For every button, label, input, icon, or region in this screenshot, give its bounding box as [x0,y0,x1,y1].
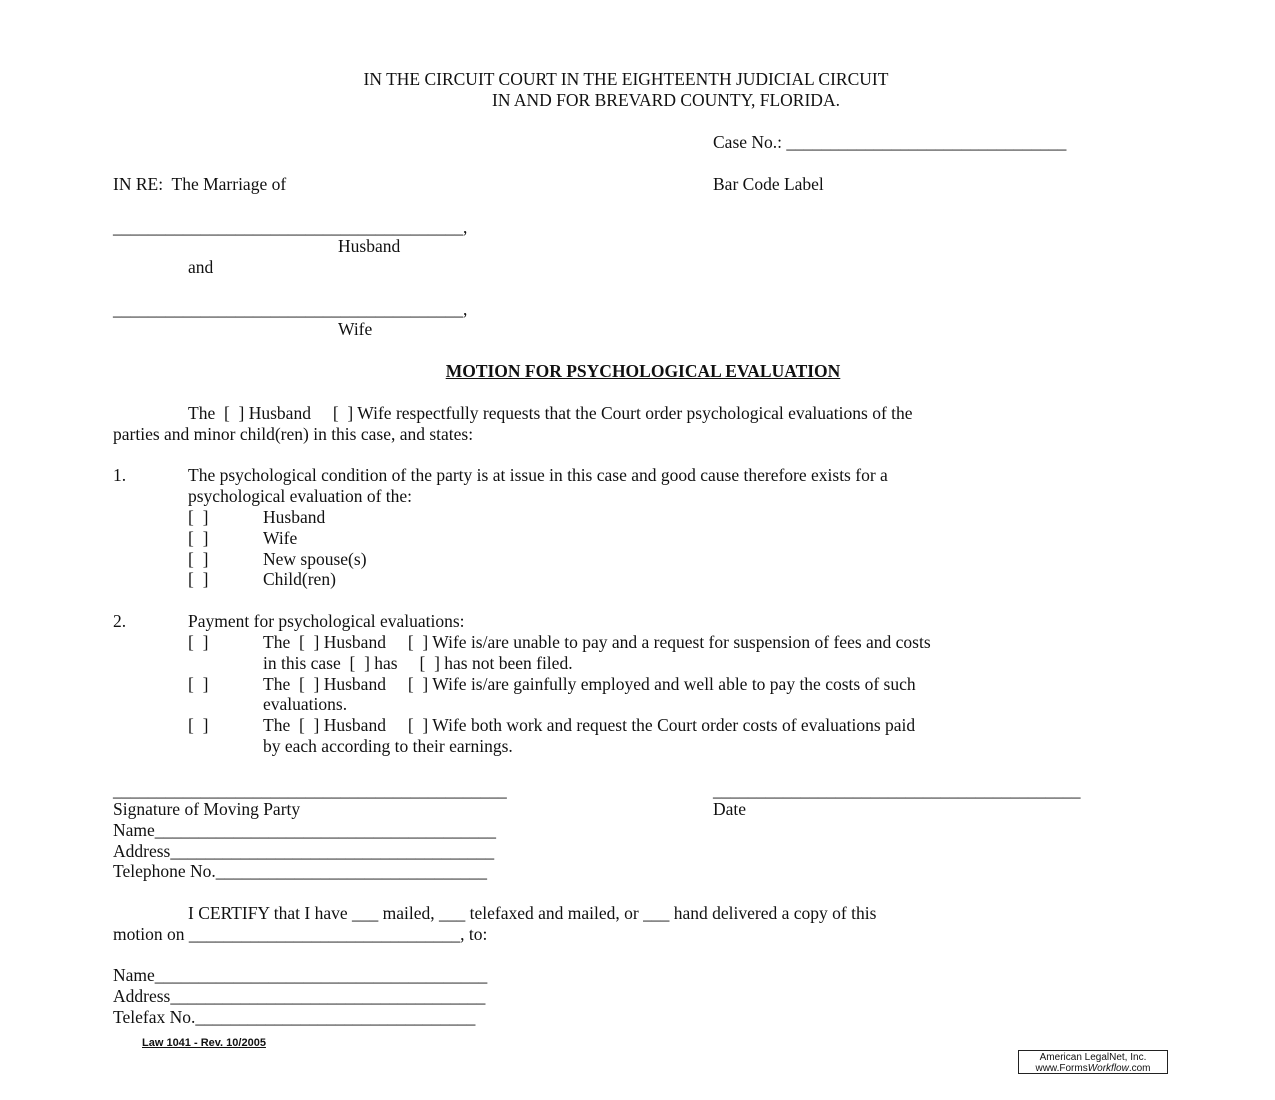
logo-line2-c: .com [1128,1063,1151,1074]
checkbox-payment-employed[interactable]: [ ] [188,674,209,694]
logo-line1: American LegalNet, Inc. [1039,1052,1147,1063]
page-title: MOTION FOR PSYCHOLOGICAL EVALUATION [445,361,841,381]
option-label-wife: Wife [263,528,298,548]
item1-line2: psychological evaluation of the: [188,486,413,506]
date-field[interactable]: __________________________________________ [713,780,1081,800]
item1-line1: The psychological condition of the party is at issue in this case and good cause therefore exists for a [188,465,888,485]
case-number-field[interactable]: Case No.: ________________________________ [713,132,1067,152]
checkbox-children[interactable]: [ ] [188,569,209,589]
certify-line1: I CERTIFY that I have ___ mailed, ___ telefaxed and mailed, or ___ hand delivered a copy of this [188,903,877,923]
husband-name-field[interactable]: ________________________________________, [113,217,468,237]
checkbox-new-spouse[interactable]: [ ] [188,549,209,569]
item2-number: 2. [113,611,127,631]
payment-both-line2: by each according to their earnings. [263,736,513,756]
certify-line2: motion on _______________________________, to: [113,924,488,944]
wife-name-field[interactable]: ________________________________________, [113,299,468,319]
court-heading-line1: IN THE CIRCUIT COURT IN THE EIGHTEENTH JUDICIAL CIRCUIT [363,69,889,89]
payment-unable-line1: The [ ] Husband [ ] Wife is/are unable to pay and a request for suspension of fees and costs [263,632,931,652]
logo-line2-a: www.Forms [1035,1063,1088,1074]
moving-party-address-field[interactable]: Address_____________________________________ [113,841,495,861]
court-heading-line2: IN AND FOR BREVARD COUNTY, FLORIDA. [492,90,840,110]
checkbox-payment-both[interactable]: [ ] [188,715,209,735]
in-re-label: IN RE: The Marriage of [113,174,287,194]
wife-label: Wife [338,319,373,339]
signature-label: Signature of Moving Party [113,799,301,819]
option-label-new-spouse: New spouse(s) [263,549,367,569]
payment-employed-line2: evaluations. [263,694,348,714]
recipient-name-field[interactable]: Name______________________________________ [113,965,488,985]
date-label: Date [713,799,747,819]
moving-party-telephone-field[interactable]: Telephone No._______________________________ [113,861,488,881]
publisher-logo [1018,1050,1168,1074]
payment-employed-line1: The [ ] Husband [ ] Wife is/are gainfully employed and well able to pay the costs of such [263,674,916,694]
recipient-address-field[interactable]: Address____________________________________ [113,986,486,1006]
option-label-husband: Husband [263,507,326,527]
payment-unable-line2: in this case [ ] has [ ] has not been filed. [263,653,573,673]
signature-field[interactable]: _____________________________________________ [113,780,507,800]
moving-party-name-field[interactable]: Name_______________________________________ [113,820,497,840]
checkbox-husband[interactable]: [ ] [188,507,209,527]
logo-line2-b: Workflow [1087,1063,1129,1074]
payment-both-line1: The [ ] Husband [ ] Wife both work and request the Court order costs of evaluations paid [263,715,916,735]
checkbox-wife[interactable]: [ ] [188,528,209,548]
recipient-telefax-field[interactable]: Telefax No.________________________________ [113,1007,476,1027]
item2-heading: Payment for psychological evaluations: [188,611,465,631]
husband-label: Husband [338,236,401,256]
and-label: and [188,257,214,277]
bar-code-label: Bar Code Label [713,174,824,194]
checkbox-payment-unable[interactable]: [ ] [188,632,209,652]
intro-line1: The [ ] Husband [ ] Wife respectfully requests that the Court order psychological evaluations of the [188,403,913,423]
intro-line2: parties and minor child(ren) in this case, and states: [113,424,474,444]
option-label-children: Child(ren) [263,569,336,589]
form-code: Law 1041 - Rev. 10/2005 [142,1037,266,1049]
item1-number: 1. [113,465,127,485]
logo-line2 [1019,1063,1167,1074]
